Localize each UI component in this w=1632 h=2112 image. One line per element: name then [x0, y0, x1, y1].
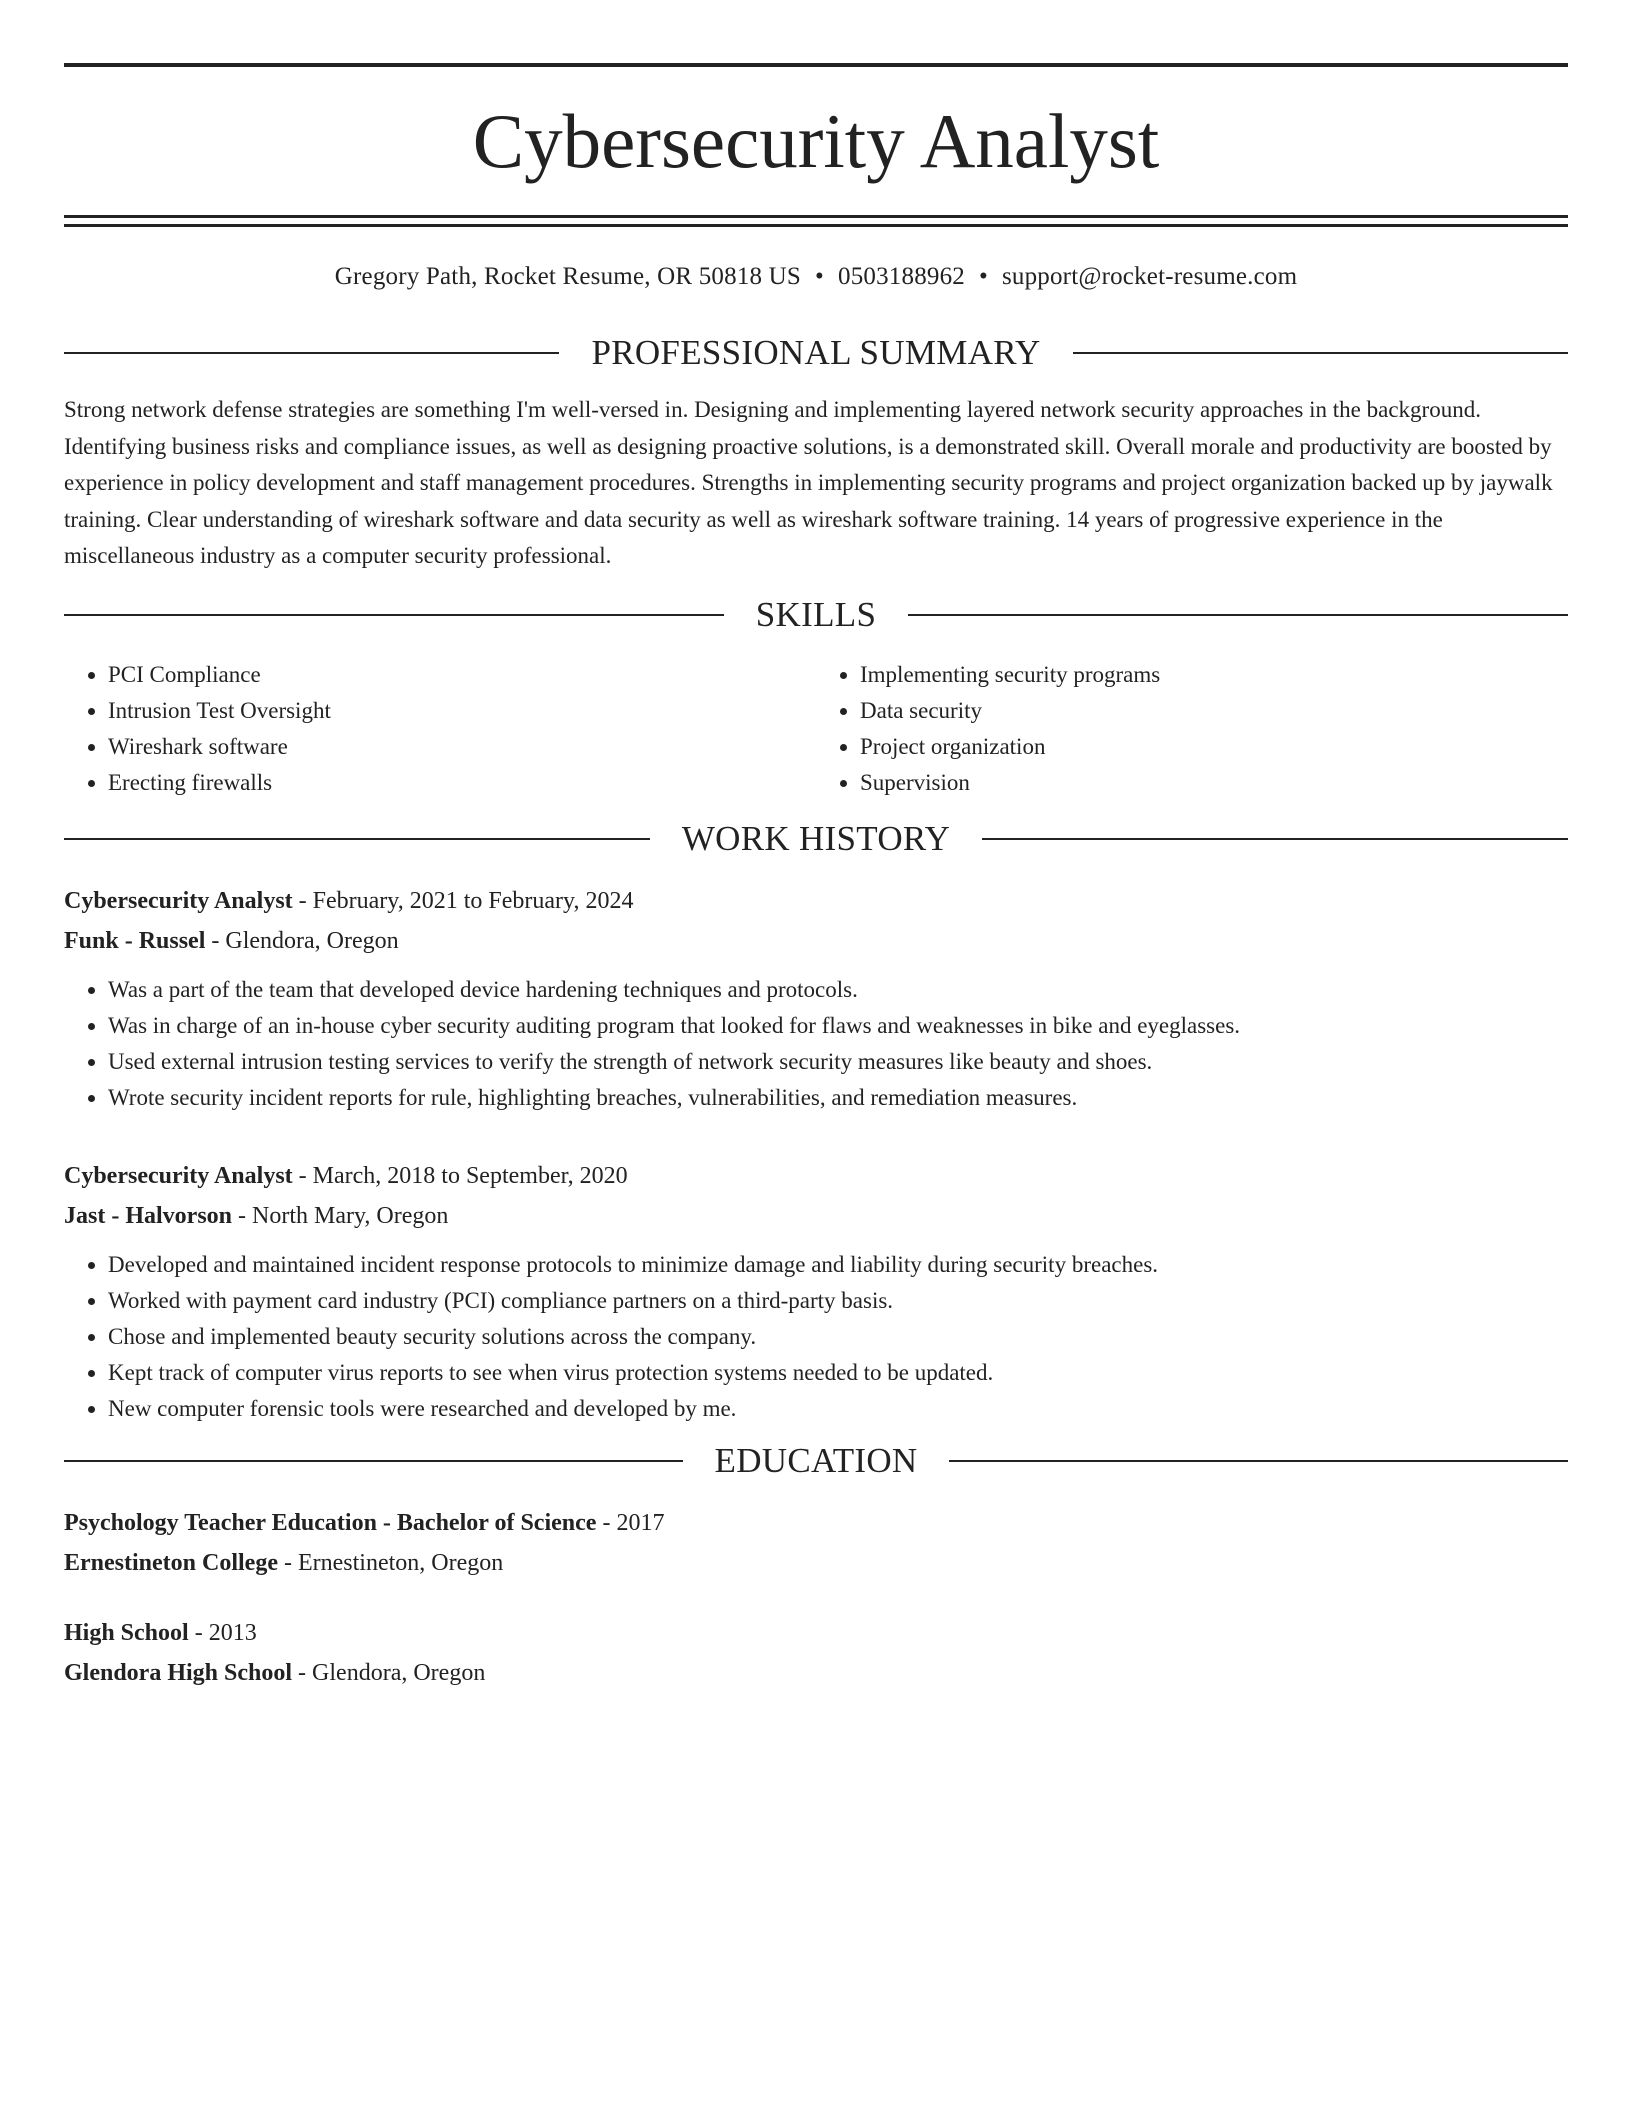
- dash: -: [205, 927, 226, 954]
- contact-line: [64, 261, 1568, 293]
- education-school-line: [64, 1543, 1568, 1583]
- education-section-heading: [64, 1441, 1568, 1481]
- skills-heading: SKILLS: [755, 594, 877, 634]
- job-dates: February, 2021 to February, 2024: [312, 887, 634, 914]
- skills-column-left: [64, 657, 816, 801]
- top-rule: [64, 63, 1568, 67]
- dash: -: [277, 1549, 298, 1576]
- summary-heading: PROFESSIONAL SUMMARY: [591, 333, 1041, 372]
- skill-item: • Implementing security programs: [860, 657, 1568, 693]
- heading-rule-right: [1073, 352, 1568, 354]
- skills-list: [64, 657, 1568, 801]
- resume-title: Cybersecurity Analyst: [472, 98, 1160, 184]
- job-title: Cybersecurity Analyst: [64, 1162, 293, 1189]
- job-company: Jast - Halvorson: [64, 1202, 232, 1229]
- education-degree: High School: [64, 1619, 189, 1646]
- separator-dot: •: [815, 263, 824, 290]
- heading-rule-right: [949, 1460, 1568, 1462]
- job-bullet: • Chose and implemented beauty security solutions across the company.: [108, 1319, 1568, 1355]
- double-rule: [64, 215, 1568, 227]
- heading-rule-right: [982, 838, 1568, 840]
- skill-item: • Intrusion Test Oversight: [108, 693, 816, 729]
- job-entry: [64, 881, 1568, 1116]
- job-entry: [64, 1156, 1568, 1427]
- summary-section-heading: [64, 333, 1568, 373]
- contact-email: support@rocket-resume.com: [1001, 263, 1298, 290]
- job-location: Glendora, Oregon: [225, 927, 399, 954]
- education-degree: Psychology Teacher Education - Bachelor of Science: [64, 1509, 597, 1536]
- dash: -: [188, 1619, 209, 1646]
- separator-dot: •: [979, 263, 988, 290]
- contact-phone: 0503188962: [838, 263, 965, 290]
- dash: -: [596, 1509, 617, 1536]
- dash: -: [292, 1659, 313, 1686]
- job-title-line: [64, 1156, 1568, 1196]
- dash: -: [292, 1162, 313, 1189]
- job-company-line: [64, 1196, 1568, 1236]
- education-school-line: [64, 1653, 1568, 1693]
- education-entry: [64, 1613, 1568, 1693]
- education-year: 2013: [208, 1619, 257, 1646]
- skill-item: • Erecting firewalls: [108, 765, 816, 801]
- job-bullet: • Developed and maintained incident response protocols to minimize damage and liability during security breaches.: [108, 1247, 1568, 1283]
- heading-rule-left: [64, 1460, 683, 1462]
- job-company-line: [64, 921, 1568, 961]
- skill-item: • Data security: [860, 693, 1568, 729]
- job-bullet: • Was a part of the team that developed device hardening techniques and protocols.: [108, 972, 1568, 1008]
- education-school: Glendora High School: [64, 1659, 293, 1686]
- education-degree-line: [64, 1613, 1568, 1653]
- skill-item: • PCI Compliance: [108, 657, 816, 693]
- job-bullet: • Was in charge of an in-house cyber security auditing program that looked for flaws and weaknesses in bike and eyeglasses.: [108, 1008, 1568, 1044]
- summary-text: Strong network defense strategies are something I'm well-versed in. Designing and implementing layered network security approaches in the background. Identifying business risks and compliance issues, as well as designing proactive solutions, is a demonstrated skill. Overall morale and productivity are boosted by experience in policy development and staff management procedures. Strengths in implementing security programs and project organization backed up by jaywalk training. Clear understanding of wireshark software and data security as well as wireshark software training. 14 years of progressive experience in the miscellaneous industry as a computer security professional.: [64, 397, 1553, 568]
- education-heading: EDUCATION: [714, 1440, 918, 1480]
- heading-rule-right: [908, 614, 1568, 616]
- skill-item: • Project organization: [860, 729, 1568, 765]
- job-bullet: • New computer forensic tools were researched and developed by me.: [108, 1391, 1568, 1427]
- education-school: Ernestineton College: [64, 1549, 278, 1576]
- job-bullet: • Wrote security incident reports for rule, highlighting breaches, vulnerabilities, and remediation measures.: [108, 1080, 1568, 1116]
- education-location: Glendora, Oregon: [312, 1659, 486, 1686]
- dash: -: [232, 1202, 252, 1229]
- dash: -: [292, 887, 313, 914]
- skills-section-heading: [64, 595, 1568, 635]
- work-heading: WORK HISTORY: [681, 818, 951, 858]
- job-bullets: [64, 1247, 1568, 1427]
- job-title-line: [64, 881, 1568, 921]
- job-title: Cybersecurity Analyst: [64, 887, 293, 914]
- job-bullet: • Worked with payment card industry (PCI) compliance partners on a third-party basis.: [108, 1283, 1568, 1319]
- education-location: Ernestineton, Oregon: [297, 1549, 504, 1576]
- job-bullet: • Used external intrusion testing services to verify the strength of network security measures like beauty and shoes.: [108, 1044, 1568, 1080]
- work-section-heading: [64, 819, 1568, 859]
- job-dates: March, 2018 to September, 2020: [312, 1162, 628, 1189]
- job-company: Funk - Russel: [64, 927, 206, 954]
- skills-column-right: [816, 657, 1568, 801]
- skill-item: • Supervision: [860, 765, 1568, 801]
- job-location: North Mary, Oregon: [252, 1202, 449, 1229]
- contact-address: Gregory Path, Rocket Resume, OR 50818 US: [334, 263, 802, 290]
- education-degree-line: [64, 1503, 1568, 1543]
- heading-rule-left: [64, 838, 650, 840]
- education-entry: [64, 1503, 1568, 1583]
- skill-item: • Wireshark software: [108, 729, 816, 765]
- job-bullet: • Kept track of computer virus reports to see when virus protection systems needed to be updated.: [108, 1355, 1568, 1391]
- education-year: 2017: [616, 1509, 665, 1536]
- heading-rule-left: [64, 614, 724, 616]
- heading-rule-left: [64, 352, 559, 354]
- job-bullets: [64, 972, 1568, 1116]
